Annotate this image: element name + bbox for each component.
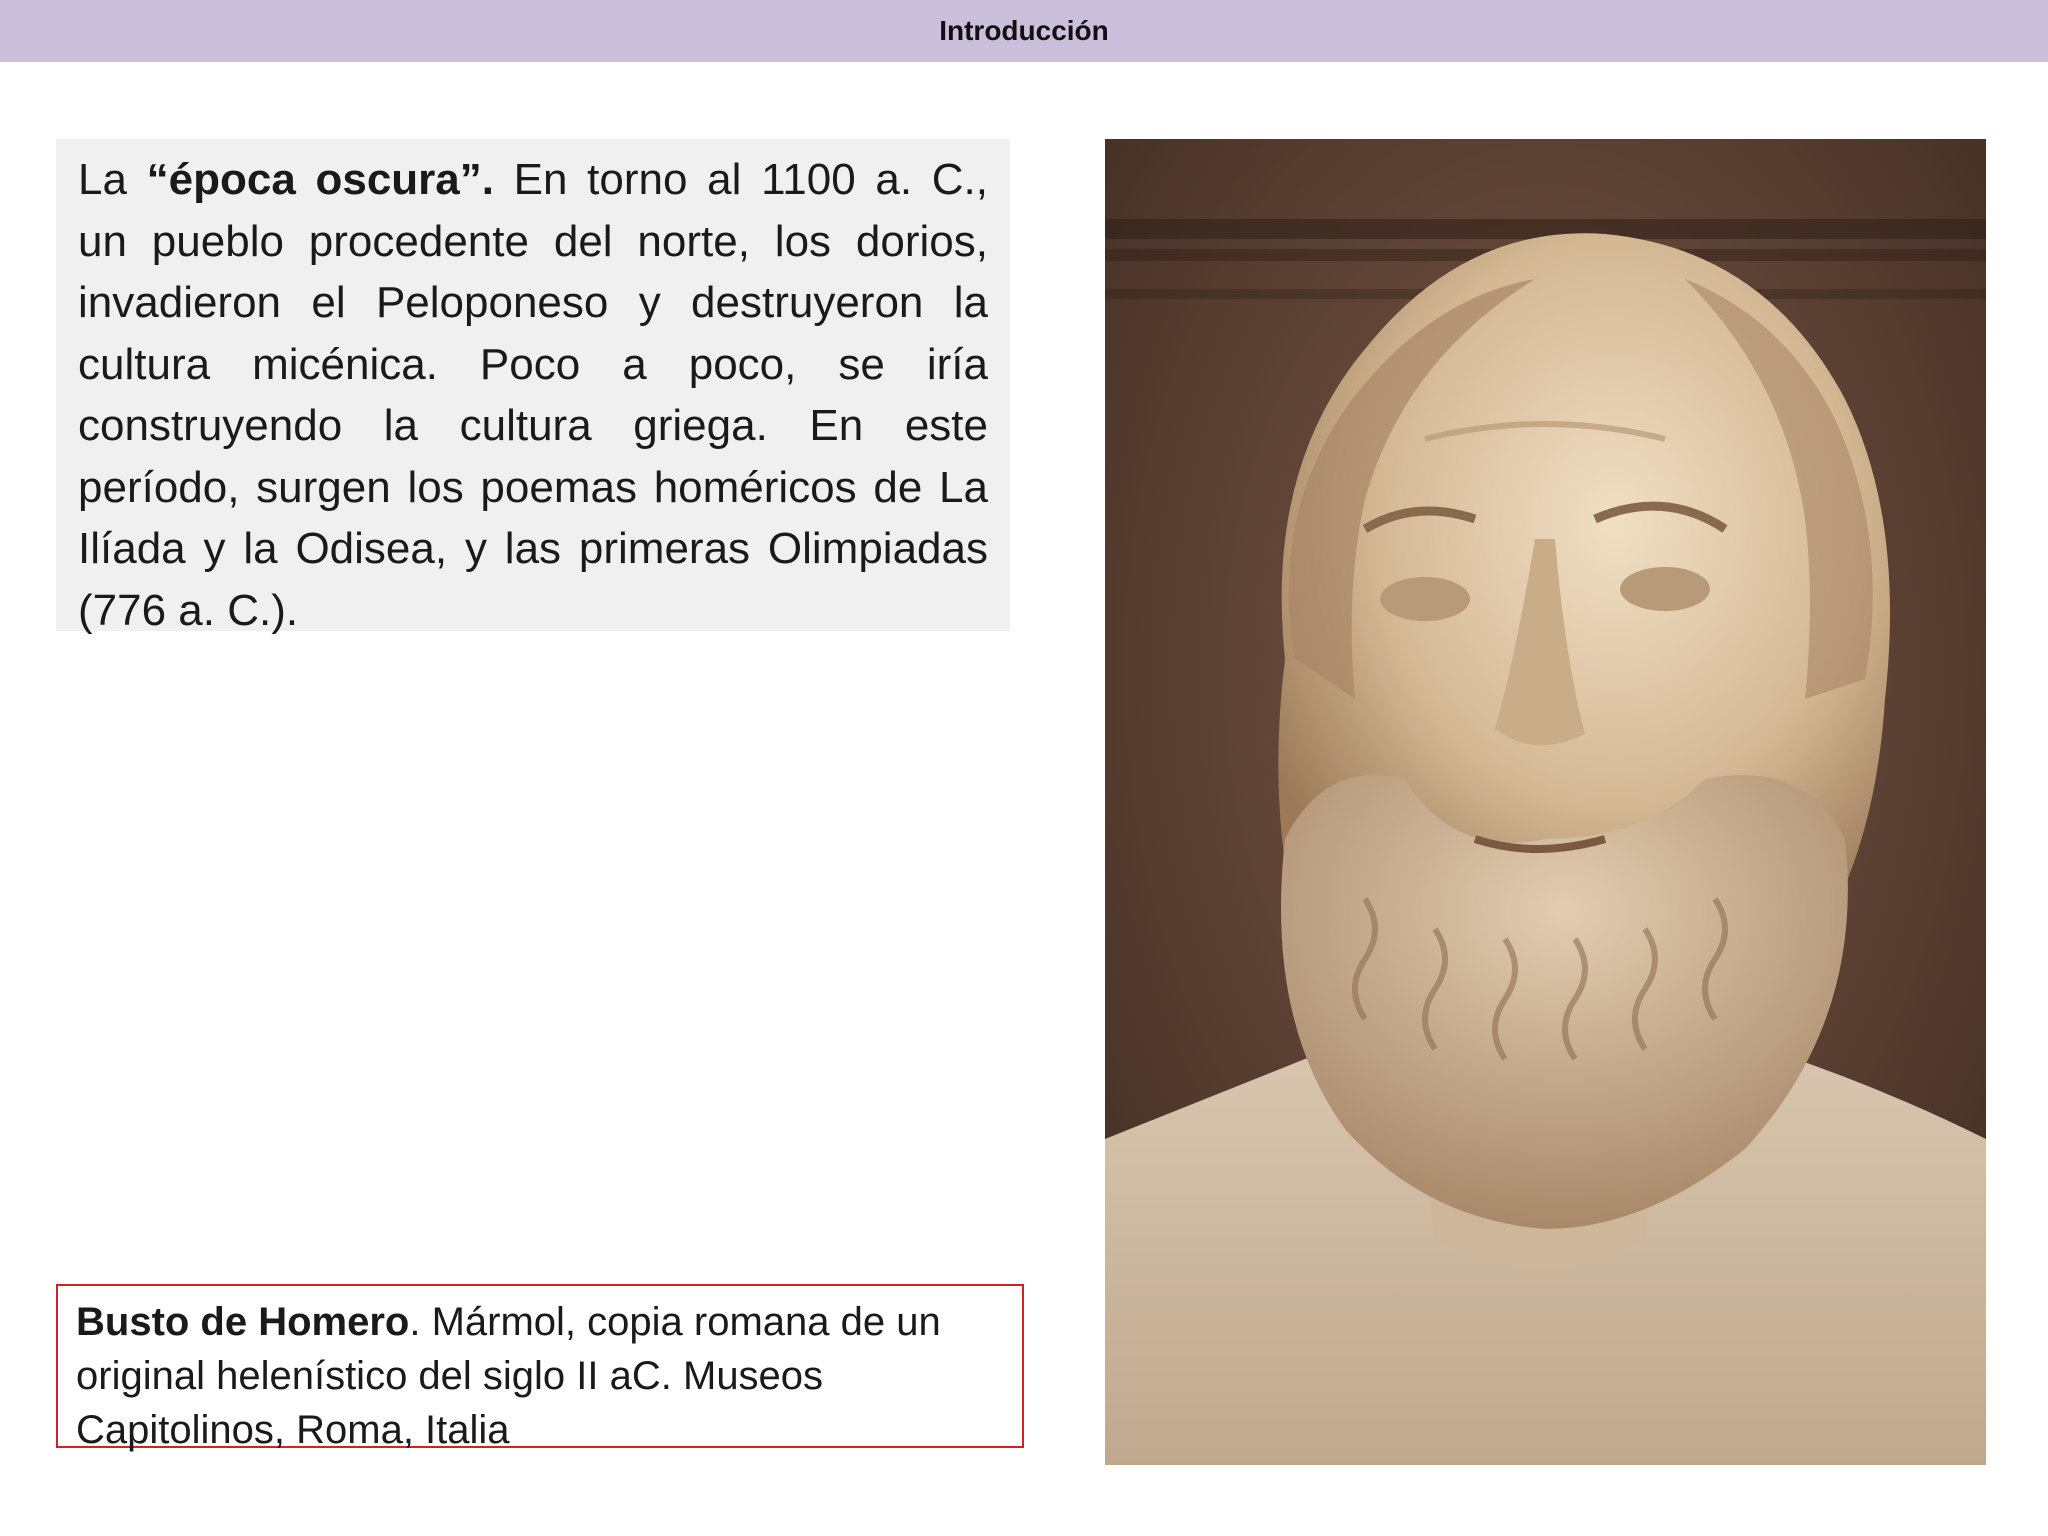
intro-paragraph xyxy=(78,149,988,641)
caption-title: Busto de Homero xyxy=(76,1300,410,1344)
page-title: Introducción xyxy=(939,15,1109,46)
intro-lead: La xyxy=(78,155,147,204)
caption-body: . Mármol, copia romana de un original helenístico del siglo II aC. Museos Capitolinos, Roma, Italia xyxy=(76,1300,941,1452)
intro-text-box xyxy=(56,139,1010,635)
image-caption xyxy=(76,1295,1004,1457)
homer-bust-photo xyxy=(1105,139,1986,1465)
eye-right xyxy=(1620,567,1710,611)
intro-highlight: “época oscura”. xyxy=(146,155,494,204)
eye-left xyxy=(1380,577,1470,621)
header-bar xyxy=(0,0,2048,62)
intro-body: En torno al 1100 a. C., un pueblo procedente del norte, los dorios, invadieron el Peloponeso y destruyeron la cultura micénica. Poco a poco, se iría construyendo la cultura griega. En este período, surgen los poemas homéricos de La Ilíada y la Odisea, y las primeras Olimpiadas (776 a. C.). xyxy=(78,155,988,635)
image-caption-box xyxy=(56,1284,1024,1452)
wall-molding-1 xyxy=(1105,219,1986,239)
bust-photo-illustration xyxy=(1105,139,1986,1465)
